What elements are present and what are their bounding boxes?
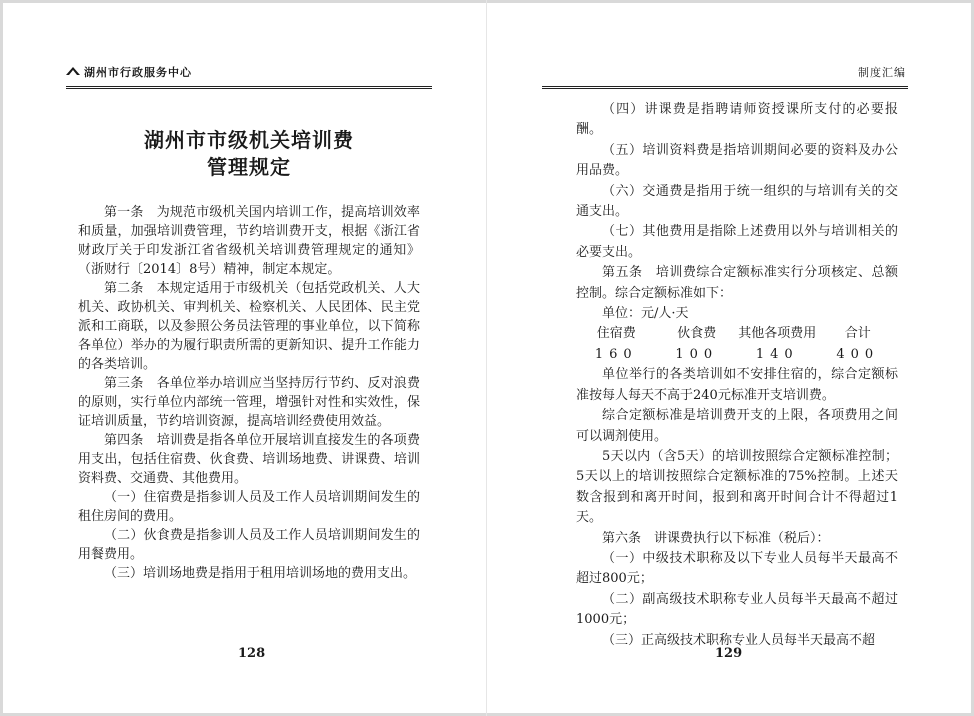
paragraph: （四）讲课费是指聘请师资授课所支付的必要报酬。: [576, 102, 898, 138]
right-page-number: 129: [715, 646, 743, 661]
center-logo-icon: [66, 66, 80, 76]
paragraph: 第六条 讲课费执行以下标准（税后）：: [602, 530, 830, 546]
document-title-line2: 管理规定: [207, 155, 291, 179]
paragraph: 第五条 培训费综合定额标准实行分项核定、总额控制。综合定额标准如下：: [576, 265, 898, 301]
fee-header-total: 合计: [844, 326, 871, 342]
book-spine: [486, 0, 487, 716]
fee-header-meals: 伙食费: [677, 326, 717, 342]
right-header-rule: [542, 86, 908, 89]
left-header-text: 湖州市行政服务中心: [84, 66, 192, 79]
paragraph: （三）正高级技术职称专业人员每半天最高不超: [602, 632, 876, 648]
paragraph: （一）中级技术职称及以下专业人员每半天最高不超过800元；: [576, 550, 898, 587]
paragraph: （三）培训场地费是指用于租用培训场地的费用支出。: [104, 566, 417, 581]
right-body-text: [576, 100, 898, 651]
left-page-number: 128: [238, 646, 266, 661]
left-body-text: [78, 203, 420, 583]
paragraph: 综合定额标准是培训费开支的上限，各项费用之间可以调剂使用。: [576, 408, 898, 444]
paragraph: （七）其他费用是指除上述费用以外与培训相关的必要支出。: [576, 224, 898, 260]
fee-header-lodging: 住宿费: [596, 326, 636, 342]
paragraph: 5天以内（含5天）的培训按照综合定额标准控制；5天以上的培训按照综合定额标准的75%控制。上述天数含报到和离开时间，报到和离开时间合计不得超过1天。: [576, 448, 898, 526]
left-running-header: [66, 64, 430, 82]
fee-value-lodging: 160: [594, 346, 638, 362]
document-title-line1: 湖州市市级机关培训费: [144, 128, 354, 152]
paragraph: （二）伙食费是指参训人员及工作人员培训期间发生的用餐费用。: [78, 528, 420, 562]
left-header-rule: [66, 86, 432, 89]
fee-value-total: 400: [836, 346, 880, 362]
fee-table-header-row: [576, 324, 898, 344]
fee-table-value-row: [576, 345, 898, 365]
right-page: [488, 0, 974, 716]
paragraph: 单位举行的各类培训如不安排住宿的，综合定额标准按每人每天不高于240元标准开支培训费。: [576, 367, 898, 403]
paragraph: 单位：元/人·天: [602, 306, 689, 322]
fee-header-other: 其他各项费用: [738, 326, 817, 342]
right-running-header: 制度汇编: [858, 66, 906, 79]
paragraph: （五）培训资料费是指培训期间必要的资料及办公用品费。: [576, 142, 898, 179]
paragraph: 第一条 为规范市级机关国内培训工作，提高培训效率和质量，加强培训费管理，节约培训费开支，根据《浙江省财政厅关于印发浙江省省级机关培训费管理规定的通知》（浙财行〔2014〕8号）精神，制定本规定。: [78, 205, 420, 277]
paragraph: 第四条 培训费是指各单位开展培训直接发生的各项费用支出，包括住宿费、伙食费、培训场地费、讲课费、培训资料费、交通费、其他费用。: [78, 433, 420, 486]
paragraph: 第三条 各单位举办培训应当坚持厉行节约、反对浪费的原则，实行单位内部统一管理，增强针对性和实效性，保证培训质量，节约培训资源，提高培训经费使用效益。: [78, 376, 420, 429]
paragraph: （六）交通费是指用于统一组织的与培训有关的交通支出。: [576, 183, 898, 220]
fee-value-meals: 100: [675, 346, 719, 362]
left-page: [0, 0, 486, 716]
paragraph: 第二条 本规定适用于市级机关（包括党政机关、人大机关、政协机关、审判机关、检察机关、人民团体、民主党派和工商联，以及参照公务员法管理的事业单位，以下简称各单位）举办的为履行职责所需的更新知识、提升工作能力的各类培训。: [78, 281, 420, 372]
paragraph: （一）住宿费是指参训人员及工作人员培训期间发生的租住房间的费用。: [78, 490, 420, 524]
paragraph: （二）副高级技术职称专业人员每半天最高不超过1000元；: [576, 591, 898, 628]
fee-value-other: 140: [755, 346, 799, 362]
